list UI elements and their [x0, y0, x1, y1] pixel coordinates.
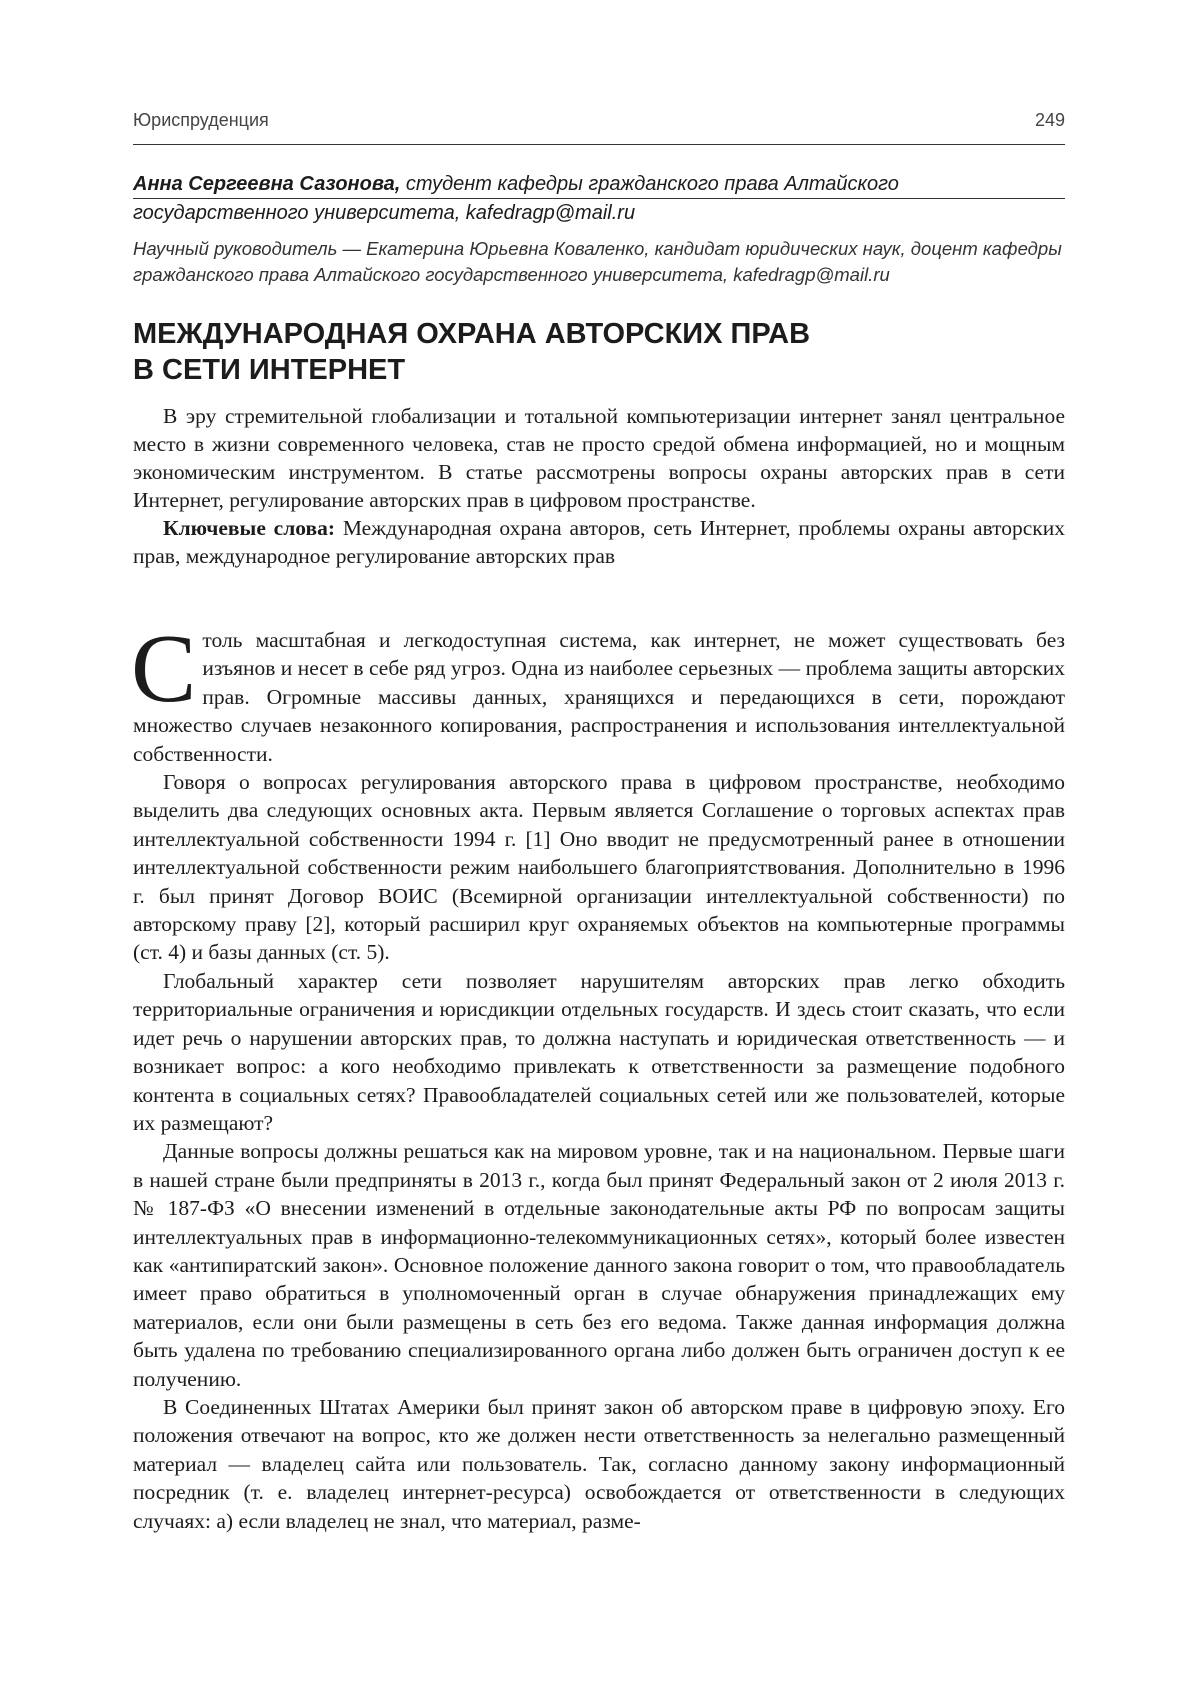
keywords [133, 514, 1065, 570]
author-block [133, 170, 1065, 228]
author-name: Анна Сергеевна Сазонова, [133, 173, 401, 195]
running-header [133, 110, 1065, 131]
body-paragraph-2: Говоря о вопросах регулирования авторского права в цифровом пространстве, необходимо выделить два следующих основных акта. Первым является Соглашение о торговых аспектах прав интеллектуальной собственности 1994 г. [1] Оно вводит не предусмотренный ранее в отношении интеллектуальной собственности режим наибольшего благоприятствования. Дополнительно в 1996 г. был принят Договор ВОИС (Всемирной организации интеллектуальной собственности) по авторскому праву [2], который расширил круг охраняемых объектов на компьютерные программы (ст. 4) и базы данных (ст. 5). [133, 770, 1065, 965]
page-number: 249 [1034, 110, 1065, 130]
header-rule [133, 144, 1065, 145]
supervisor-info: Научный руководитель — Екатерина Юрьевна Коваленко, кандидат юридических наук, доцент кафедры гражданского права Алтайского государственного университета, kafedragp@mail.ru [133, 238, 1062, 285]
title-line-2: В СЕТИ ИНТЕРНЕТ [133, 354, 406, 386]
drop-cap: С [131, 615, 197, 723]
article-title [133, 316, 1065, 388]
abstract-text: В эру стремительной глобализации и тотальной компьютеризации интернет занял центральное место в жизни современного человека, став не просто средой обмена информацией, но и мощным экономическим инструментом. В статье рассмотрены вопросы охраны авторских прав в сети Интернет, регулирование авторских прав в цифровом пространстве. [133, 404, 1065, 512]
article-body [131, 615, 1065, 1535]
keywords-text: Международная охрана авторов, сеть Интернет, проблемы охраны авторских прав, международное регулирование авторских прав [133, 516, 1065, 568]
body-paragraph-1 [131, 615, 1065, 768]
body-paragraph-1-text: толь масштабная и легкодоступная система, как интернет, не может существовать без изъянов и несет в себе ряд угроз. Одна из наиболее серьезных — проблема защиты авторских прав. Огромные массивы данных, хранящихся и передающихся в сети, порождают множество случаев незаконного копирования, распространения и использования интеллектуальной собственности. [133, 628, 1065, 766]
body-paragraph-4: Данные вопросы должны решаться как на мировом уровне, так и на национальном. Первые шаги в нашей стране были предприняты в 2013 г., когда был принят Федеральный закон от 2 июля 2013 г. № 187-ФЗ «О внесении изменений в отдельные законодательные акты РФ по вопросам защиты интеллектуальных прав в информационно-телекоммуникационных сетях», который более известен как «антипиратский закон». Основное положение данного закона говорит о том, что правообладатель имеет право обратиться в уполномоченный орган в случае обнаружения принадлежащих ему материалов, если они были размещены в сеть без его ведома. Также данная информация должна быть удалена по требованию специализированного органа либо должен быть ограничен доступ к ее получению. [133, 1139, 1065, 1391]
body-paragraph-5: В Соединенных Штатах Америки был принят закон об авторском праве в цифровую эпоху. Его положения отвечают на вопрос, кто же должен нести ответственность за нелегально размещенный материал — владелец сайта или пользователь. Так, согласно данному закону информационный посредник (т. е. владелец интернет-ресурса) освобождается от ответственности в следующих случаях: а) если владелец не знал, что материал, разме- [133, 1394, 1065, 1533]
body-paragraph-3: Глобальный характер сети позволяет нарушителям авторских прав легко обходить территориальные ограничения и юрисдикции отдельных государств. И здесь стоит сказать, что если идет речь о нарушении авторских прав, то должна наступать и юридическая ответственность — и возникает вопрос: а кого необходимо привлекать к ответственности за размещение подобного контента в социальных сетях? Правообладателей социальных сетей или же пользователей, которые их размещают? [133, 968, 1065, 1135]
author-affiliation-line2: государственного университета, kafedragp@mail.ru [133, 202, 636, 224]
author-rule [133, 198, 1065, 199]
section-name: Юриспруденция [133, 110, 269, 130]
author-affiliation-line1: студент кафедры гражданского права Алтайского [400, 173, 899, 195]
keywords-label: Ключевые слова: [163, 516, 336, 540]
title-line-1: МЕЖДУНАРОДНАЯ ОХРАНА АВТОРСКИХ ПРАВ [133, 318, 811, 350]
abstract [133, 402, 1065, 570]
